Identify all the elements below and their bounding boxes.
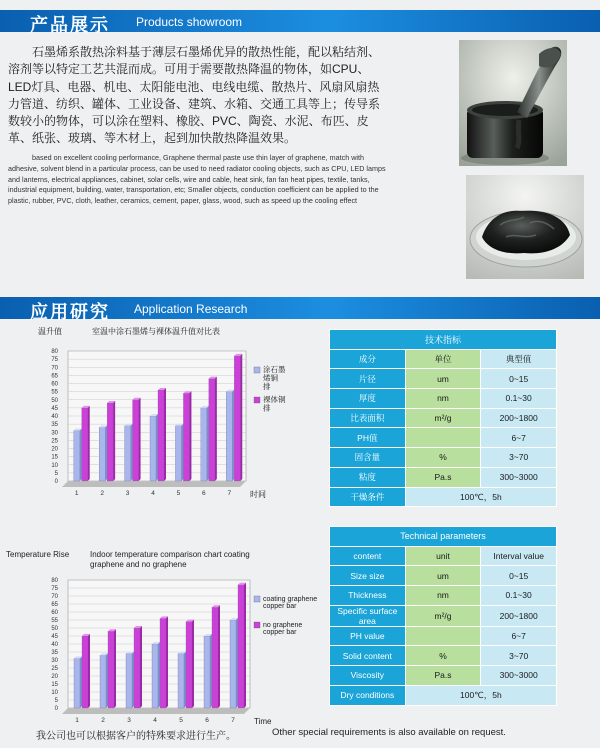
en-param-value: 0.1~30 [481,586,557,606]
y-tick-label: 55 [51,389,58,396]
x-axis-label: 时间 [250,490,266,499]
legend-label-1: 裸体铜 [263,395,286,404]
cn-table-row [330,467,557,487]
en-table-row [330,626,557,646]
x-tick-label: 4 [153,717,157,724]
bar-bare-7 [238,585,244,708]
en-param-name: Specific surface area [330,605,406,626]
chart-en [6,548,328,726]
bar-side-face [164,388,166,481]
bar-bare-3 [134,628,140,708]
cn-param-value: 200~1800 [481,408,557,428]
footer-note-cn: 我公司也可以根据客户的特殊要求进行生产。 [36,731,236,742]
legend-swatch-1 [254,622,260,628]
bar-side-face [158,642,160,708]
plot-floor [62,708,250,714]
bar-coated-3 [126,654,132,708]
bar-bare-4 [160,618,166,708]
bar-bare-7 [234,356,240,481]
en-param-name: Thickness [330,586,406,606]
intro-text-en: based on excellent cooling performance, Graphene thermal paste use thin layer of graphene, match with adhesive, solvent blend in a particular process, can be used to need radiator cooling objects, such as CPU, LED lamps and lanterns, electrical appliances, cabinet, solar cells, wire and cable, heat sink, fan fan heat pipes, textile, tanks, industrial equipment, building, water, transportation, etc; Smaller objects, conduction coefficient can be applied to the plastic, rubber, PVC, cloth, leather, ceramics, cement, paper, glass, wood, such as speed up the cooling effect [8,153,386,206]
bar-bare-1 [82,636,88,708]
bar-bare-6 [212,607,218,708]
product-jar-photo [459,40,567,166]
x-tick-label: 5 [179,717,183,724]
x-tick-label: 7 [227,490,232,497]
bar-coated-1 [74,431,80,481]
cn-param-value: 6~7 [481,428,557,448]
en-param-unit: um [405,566,481,586]
en-header-cell: content [330,546,406,566]
bar-bare-1 [82,408,88,481]
y-tick-label: 65 [51,373,58,380]
en-header-cell: unit [405,546,481,566]
application-title-cn: 应用研究 [30,302,110,322]
legend-swatch-1 [254,397,260,403]
en-param-name: Size size [330,566,406,586]
bar-bare-6 [209,379,215,481]
cn-table-row [330,448,557,468]
en-table-row [330,685,557,705]
bar-coated-2 [99,427,105,481]
y-tick-label: 40 [51,414,58,420]
bar-coated-1 [74,658,80,708]
y-tick-label: 35 [51,650,58,656]
en-table-row [330,666,557,686]
y-tick-label: 10 [51,690,58,696]
bar-side-face [207,406,209,481]
cn-param-name: 比表面积 [330,408,406,428]
bar-side-face [80,429,82,481]
chart-en-title: Indoor temperature comparison chart coating graphene and no graphene [90,550,250,569]
en-header-cell: Interval value [481,546,557,566]
bar-side-face [218,605,220,708]
legend-label-0: copper bar [263,603,297,610]
y-tick-label: 50 [51,626,58,632]
bar-side-face [232,390,234,481]
bar-coated-3 [125,426,131,481]
en-param-name: Solid content [330,646,406,666]
bar-side-face [166,616,168,708]
en-param-value: 6~7 [481,626,557,646]
products-title-en: Products showroom [136,15,243,29]
legend-swatch-0 [254,367,260,373]
chart-en-ylabel: Temperature Rise [6,550,70,559]
bar-side-face [80,656,82,708]
cn-header-cell: 单位 [405,349,481,369]
application-section-header [0,297,600,322]
bar-bare-2 [107,403,113,481]
products-title-cn: 产品展示 [30,15,110,35]
y-tick-label: 10 [51,462,58,469]
bar-side-face [236,618,238,708]
en-param-name: Dry conditions [330,685,406,705]
chart-cn-plot [6,323,328,499]
cn-header-cell: 成分 [330,349,406,369]
cn-param-value: 3~70 [481,448,557,468]
cn-param-name: 固含量 [330,448,406,468]
bar-coated-6 [201,408,207,481]
bar-side-face [184,652,186,708]
bar-bare-4 [158,390,164,481]
y-tick-label: 45 [51,634,58,640]
cn-param-name: 片径 [330,369,406,389]
plot-floor [62,481,246,487]
bar-side-face [88,634,90,708]
en-table-row [330,646,557,666]
y-tick-label: 25 [51,666,58,672]
y-tick-label: 25 [51,438,58,445]
bar-side-face [189,391,191,481]
cn-param-unit: m²/g [405,408,481,428]
y-tick-label: 45 [51,405,58,412]
legend-label-0: 涂石墨 [263,365,286,374]
intro-text-cn: 石墨烯系散热涂料基于薄层石墨烯优异的散热性能，配以粘结剂、溶剂等以特定工艺共混而成。可用于需要散热降温的物体，如CPU、LED灯具、电器、机电、太阳能电池、电线电缆、散热片、风扇风扇热力管道、纺织、罐体、工业设备、建筑、水箱、交通工具等上；传导系数较小的物体，可以涂在塑料、橡胶、PVC、陶瓷、水泥、布匹、皮革、纸张、玻璃、等木材上，起到加快散热降温效果。 [8,45,381,146]
bar-bare-5 [186,622,192,708]
bar-side-face [156,414,158,481]
en-param-unit: m²/g [405,605,481,626]
cn-param-unit: % [405,448,481,468]
en-param-value: 0~15 [481,566,557,586]
legend-label-1: 排 [263,403,271,413]
y-tick-label: 65 [51,602,58,608]
bar-side-face [140,626,142,708]
bar-side-face [215,377,217,481]
y-tick-label: 0 [54,479,58,485]
en-table-row [330,566,557,586]
x-tick-label: 1 [75,717,79,724]
en-param-name: Viscosity [330,666,406,686]
y-tick-label: 20 [51,446,58,453]
bar-side-face [132,652,134,708]
en-param-unit: Pa.s [405,666,481,686]
y-tick-label: 60 [51,381,58,388]
y-tick-label: 75 [51,586,58,592]
x-tick-label: 6 [202,490,206,497]
bar-side-face [131,424,133,481]
x-tick-label: 2 [100,490,104,497]
y-tick-label: 30 [51,658,58,664]
y-tick-label: 55 [51,618,58,624]
chart-cn-title: 室温中涂石墨烯与裸体温升值对比表 [92,327,220,336]
cn-param-value: 0.1~30 [481,389,557,409]
bar-side-face [106,653,108,708]
legend-label-0: coating graphene [263,596,318,603]
cn-param-name: PH值 [330,428,406,448]
y-tick-label: 15 [51,682,58,688]
legend-label-1: no graphene [263,622,303,629]
en-title-row [330,527,557,547]
cn-table-row [330,408,557,428]
en-param-value: 200~1800 [481,605,557,626]
x-tick-label: 7 [231,717,235,724]
tech-table-en [329,526,557,706]
en-param-unit [405,626,481,646]
cn-header-row [330,349,557,369]
y-tick-label: 70 [51,365,58,372]
bar-side-face [244,583,246,708]
cn-table-row [330,369,557,389]
cn-param-unit [405,428,481,448]
y-tick-label: 0 [54,706,58,712]
chart-en-plot [6,548,328,726]
cn-table-title: 技术指标 [330,330,557,350]
bar-bare-2 [108,631,114,708]
legend-label-0: 烯铜 [263,373,278,383]
y-tick-label: 5 [54,698,58,704]
y-tick-label: 70 [51,594,58,600]
product-dish-photo [466,175,584,279]
cn-title-row [330,330,557,350]
bar-coated-5 [178,654,184,708]
bar-side-face [113,401,115,481]
bar-side-face [105,425,107,481]
cn-param-name: 干燥条件 [330,487,406,507]
application-title-en: Application Research [134,302,248,316]
y-tick-label: 35 [51,422,58,429]
x-tick-label: 4 [151,490,155,497]
x-tick-label: 2 [101,717,105,724]
en-header-row [330,546,557,566]
cn-param-unit: nm [405,389,481,409]
y-tick-label: 5 [54,470,58,477]
bar-coated-5 [175,426,181,481]
cn-param-value: 100℃，5h [405,487,556,507]
bar-side-face [240,354,242,481]
bar-side-face [88,406,90,481]
en-param-unit: % [405,646,481,666]
bar-bare-5 [183,393,189,481]
bar-coated-6 [204,636,210,708]
x-tick-label: 3 [127,717,131,724]
en-param-unit: nm [405,586,481,606]
legend-label-0: 排 [263,382,271,391]
bar-coated-7 [230,620,236,708]
tech-table-cn [329,329,557,507]
cn-param-unit: um [405,369,481,389]
bar-coated-2 [100,655,106,708]
chart-cn-ylabel: 温升值 [38,327,62,336]
en-table-row [330,586,557,606]
en-table-title: Technical parameters [330,527,557,547]
y-tick-label: 30 [51,430,58,437]
en-table-row [330,605,557,626]
bar-bare-3 [133,400,139,481]
cn-param-name: 厚度 [330,389,406,409]
y-tick-label: 80 [51,578,58,584]
en-param-value: 100℃，5h [405,685,556,705]
x-tick-label: 6 [205,717,209,724]
y-tick-label: 15 [51,454,58,461]
bar-coated-7 [226,392,232,481]
cn-param-name: 粘度 [330,467,406,487]
cn-param-value: 0~15 [481,369,557,389]
y-tick-label: 40 [51,642,58,648]
y-tick-label: 20 [51,674,58,680]
bar-coated-4 [152,644,158,708]
cn-param-value: 300~3000 [481,467,557,487]
footer-note-en: Other special requirements is also available on request. [272,727,506,738]
cn-table-row [330,487,557,507]
x-tick-label: 3 [125,490,130,497]
y-tick-label: 50 [51,397,58,404]
bar-side-face [114,629,116,708]
cn-table-row [330,389,557,409]
bar-side-face [139,398,141,481]
y-tick-label: 75 [51,357,58,364]
en-param-value: 3~70 [481,646,557,666]
cn-header-cell: 典型值 [481,349,557,369]
cn-param-unit: Pa.s [405,467,481,487]
y-tick-label: 80 [51,349,58,355]
bar-side-face [181,424,183,481]
cn-table-row [330,428,557,448]
bar-side-face [210,634,212,708]
x-tick-label: 1 [74,490,79,497]
bar-side-face [192,620,194,708]
legend-label-1: copper bar [263,629,297,636]
x-tick-label: 5 [176,490,181,497]
en-param-name: PH value [330,626,406,646]
x-axis-label: Time [254,717,272,726]
legend-swatch-0 [254,596,260,602]
bar-coated-4 [150,416,156,481]
y-tick-label: 60 [51,610,58,616]
en-param-value: 300~3000 [481,666,557,686]
chart-cn [6,323,328,499]
products-section-header [0,10,600,35]
